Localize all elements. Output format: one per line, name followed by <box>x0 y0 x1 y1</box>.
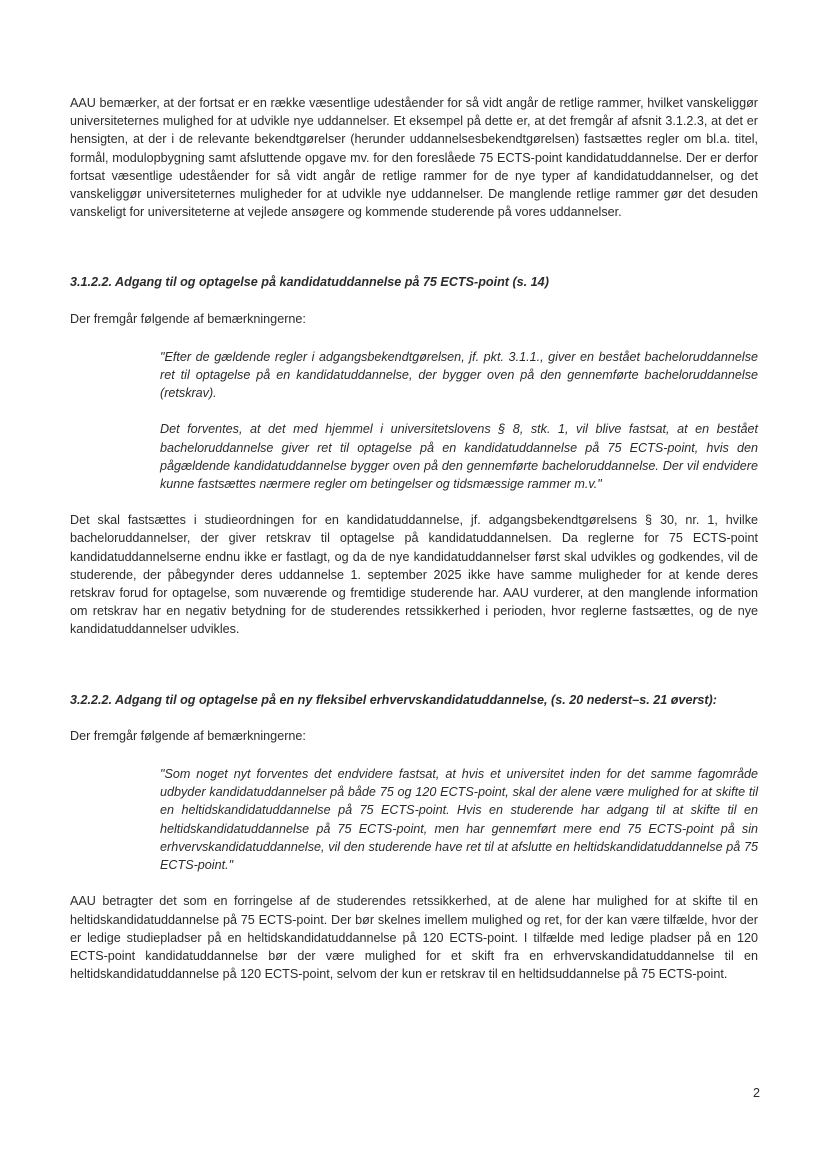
quote-1b: Det forventes, at det med hjemmel i universitetslovens § 8, stk. 1, vil blive fastsat, at en bestået bacheloruddannelse giver ret til optagelse på en kandidatuddannelse på 75 ECTS-point, hvis den pågældende kandidatuddannelse bygger oven på den gennemførte bacheloruddannelse. Der vil endvidere kunne fastsættes nærmere regler om betingelser og tidsmæssige rammer m.v." <box>160 422 758 492</box>
quote-2: "Som noget nyt forventes det endvidere fastsat, at hvis et universitet inden for det samme fagområde udbyder kandidatuddannelser på både 75 og 120 ECTS-point, skal der alene være mulighed for at skifte til en heltidskandidatuddannelse på 75 ECTS-point. Hvis en studerende har adgang til at skifte til en heltidskandidatuddannelse på 75 ECTS-point, men har gennemført mere end 75 ECTS-point på sin erhvervskandidatuddannelse, vil den studerende have ret til at afslutte en heltidskandidatuddannelse på 75 ECTS-point." <box>160 767 758 873</box>
paragraph-retskrav: Det skal fastsættes i studieordningen for en kandidatuddannelse, jf. adgangsbekendtgørelsens § 30, nr. 1, hvilke bacheloruddannelser, der giver retskrav til optagelse på kandidatuddannelsen. Da reglerne for 75 ECTS-point kandidatuddannelserne endnu ikke er fastlagt, og da de nye kandidatuddannelser først skal udvikles og godkendes, vil de studerende, der påbegynder deres uddannelse 1. september 2025 ikke have samme muligheder for at kende deres retskrav forud for optagelse, som nuværende og fremtidige studerende har. AAU vurderer, at den manglende information om retskrav har en negativ betydning for de studerendes retssikkerhed i perioden, hvor reglerne fastsættes, og de nye kandidatuddannelser udvikles. <box>70 513 758 637</box>
paragraph-intro: AAU bemærker, at der fortsat er en række væsentlige udeståender for så vidt angår de retlige rammer, hvilket vanskeliggør universiteternes mulighed for at udvikle nye uddannelser. Et eksempel på dette er, at det fremgår af afsnit 3.1.2.3, at det er hensigten, at der i de relevante bekendtgørelser (herunder uddannelsesbekendtgørelsen) fastsættes regler om bl.a. titel, formål, modulopbygning samt afsluttende opgave mv. for den foreslåede 75 ECTS-point kandidatuddannelse. Der er derfor fortsat væsentlige udeståender for så vidt angår de retlige rammer for de nye typer af kandidatuddannelser, og det vanskeliggør universiteternes muligheder for at udvikle nye uddannelser. De manglende retlige rammer gør det desuden vanskeligt for universiteterne at vejlede ansøgere og kommende studerende på vores uddannelser. <box>70 96 758 220</box>
paragraph-retssikkerhed: AAU betragter det som en forringelse af de studerendes retssikkerhed, at de alene har mulighed for at skifte til en heltidskandidatuddannelse på 75 ECTS-point. Der bør skelnes imellem mulighed og ret, for der kan være tilfælde, hvor der er ledige studiepladser på en heltidskandidatuddannelse på 120 ECTS-point. I tilfælde med ledige pladser på en 120 ECTS-point kandidatuddannelse bør der være mulighed for et skift fra en erhvervskandidatuddannelse til en heltidskandidatuddannelse på 120 ECTS-point, selvom der kun er retskrav til en heltidsuddannelse på 75 ECTS-point. <box>70 894 758 982</box>
document-body <box>70 94 758 983</box>
section-heading-3-2-2-2: 3.2.2.2. Adgang til og optagelse på en ny fleksibel erhvervskandidatuddannelse, (s. 20 nederst–s. 21 øverst): <box>70 692 717 707</box>
quote-intro-1: Der fremgår følgende af bemærkningerne: <box>70 311 306 326</box>
page-number: 2 <box>752 1086 760 1100</box>
quote-1a: "Efter de gældende regler i adgangsbekendtgørelsen, jf. pkt. 3.1.1., giver en bestået bacheloruddannelse ret til optagelse på en kandidatuddannelse, der bygger oven på den gennemførte bacheloruddannelse (retskrav). <box>160 349 758 401</box>
section-heading-3-1-2-2: 3.1.2.2. Adgang til og optagelse på kandidatuddannelse på 75 ECTS-point (s. 14) <box>70 275 549 290</box>
quote-intro-2: Der fremgår følgende af bemærkningerne: <box>70 728 306 743</box>
